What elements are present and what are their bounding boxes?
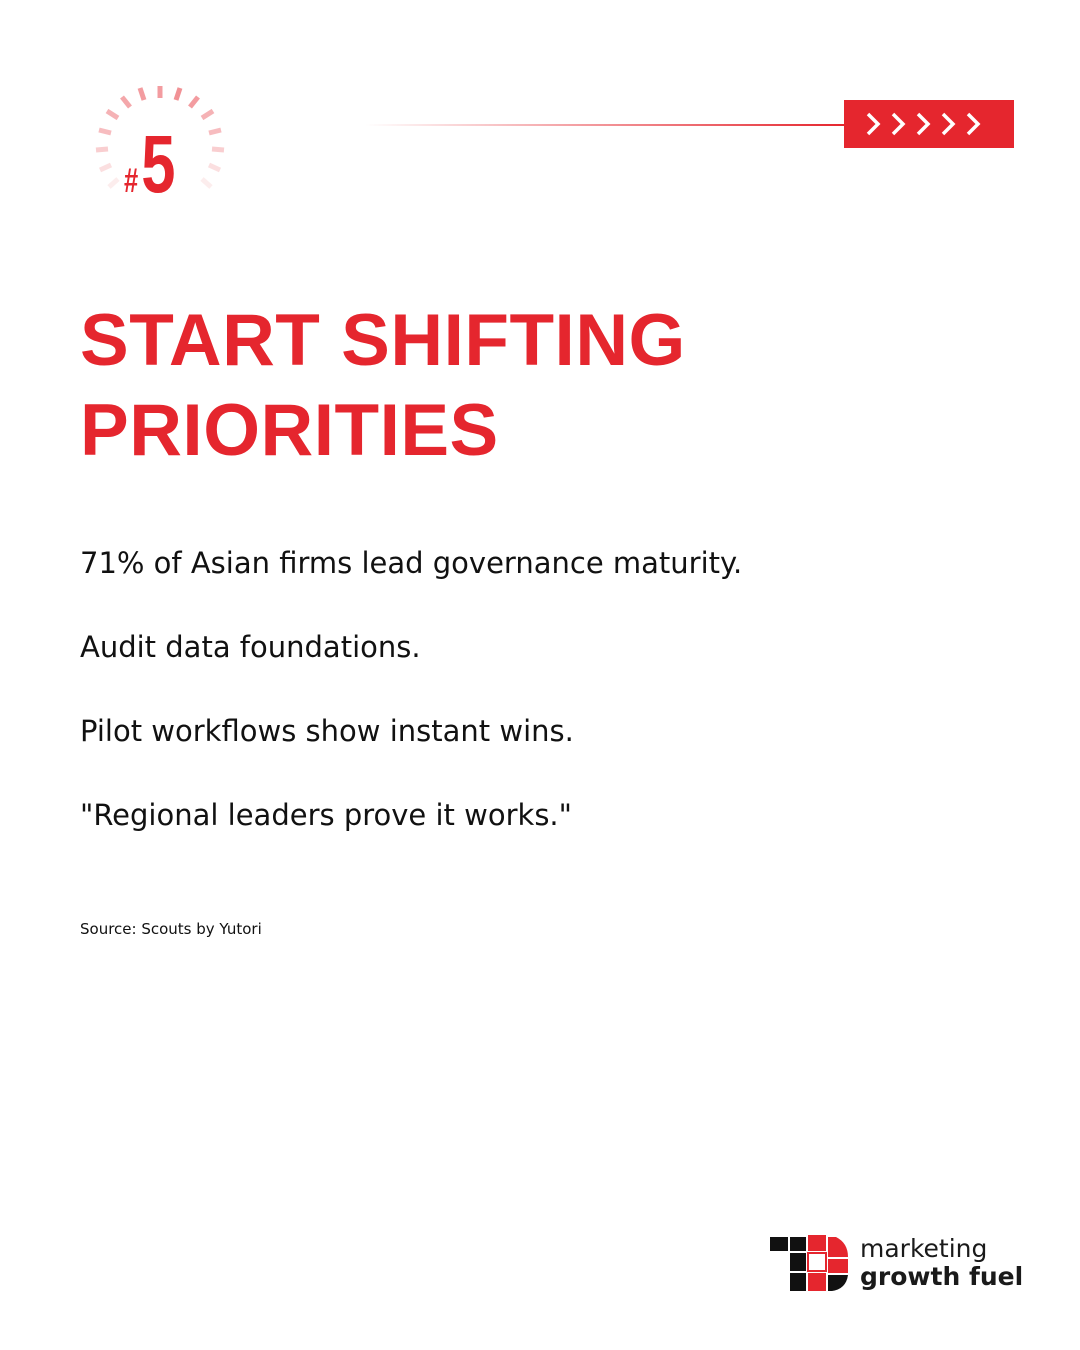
logo-line-2: growth fuel <box>860 1262 1024 1291</box>
logo-line-1: marketing <box>860 1234 988 1263</box>
point-2: Audit data foundations. <box>80 630 421 664</box>
logo-wordmark <box>860 1235 1023 1291</box>
point-1: 71% of Asian firms lead governance maturity. <box>80 546 743 580</box>
next-arrows-button[interactable] <box>844 100 1014 148</box>
chevrons-right-icon <box>864 110 994 138</box>
header-divider-line <box>365 124 845 126</box>
point-3: Pilot workflows show instant wins. <box>80 714 574 748</box>
source-note: Source: Scouts by Yutori <box>80 920 262 938</box>
badge-hash: # <box>124 162 139 200</box>
brand-logo <box>770 1235 1040 1295</box>
logo-mark-icon <box>770 1235 850 1295</box>
number-badge <box>80 80 240 210</box>
page-title <box>80 296 980 476</box>
title-line-1: START SHIFTING <box>80 300 686 381</box>
point-4: "Regional leaders prove it works." <box>80 798 572 832</box>
badge-number <box>124 119 176 210</box>
title-line-2: PRIORITIES <box>80 390 499 471</box>
badge-digit: 5 <box>141 119 176 210</box>
